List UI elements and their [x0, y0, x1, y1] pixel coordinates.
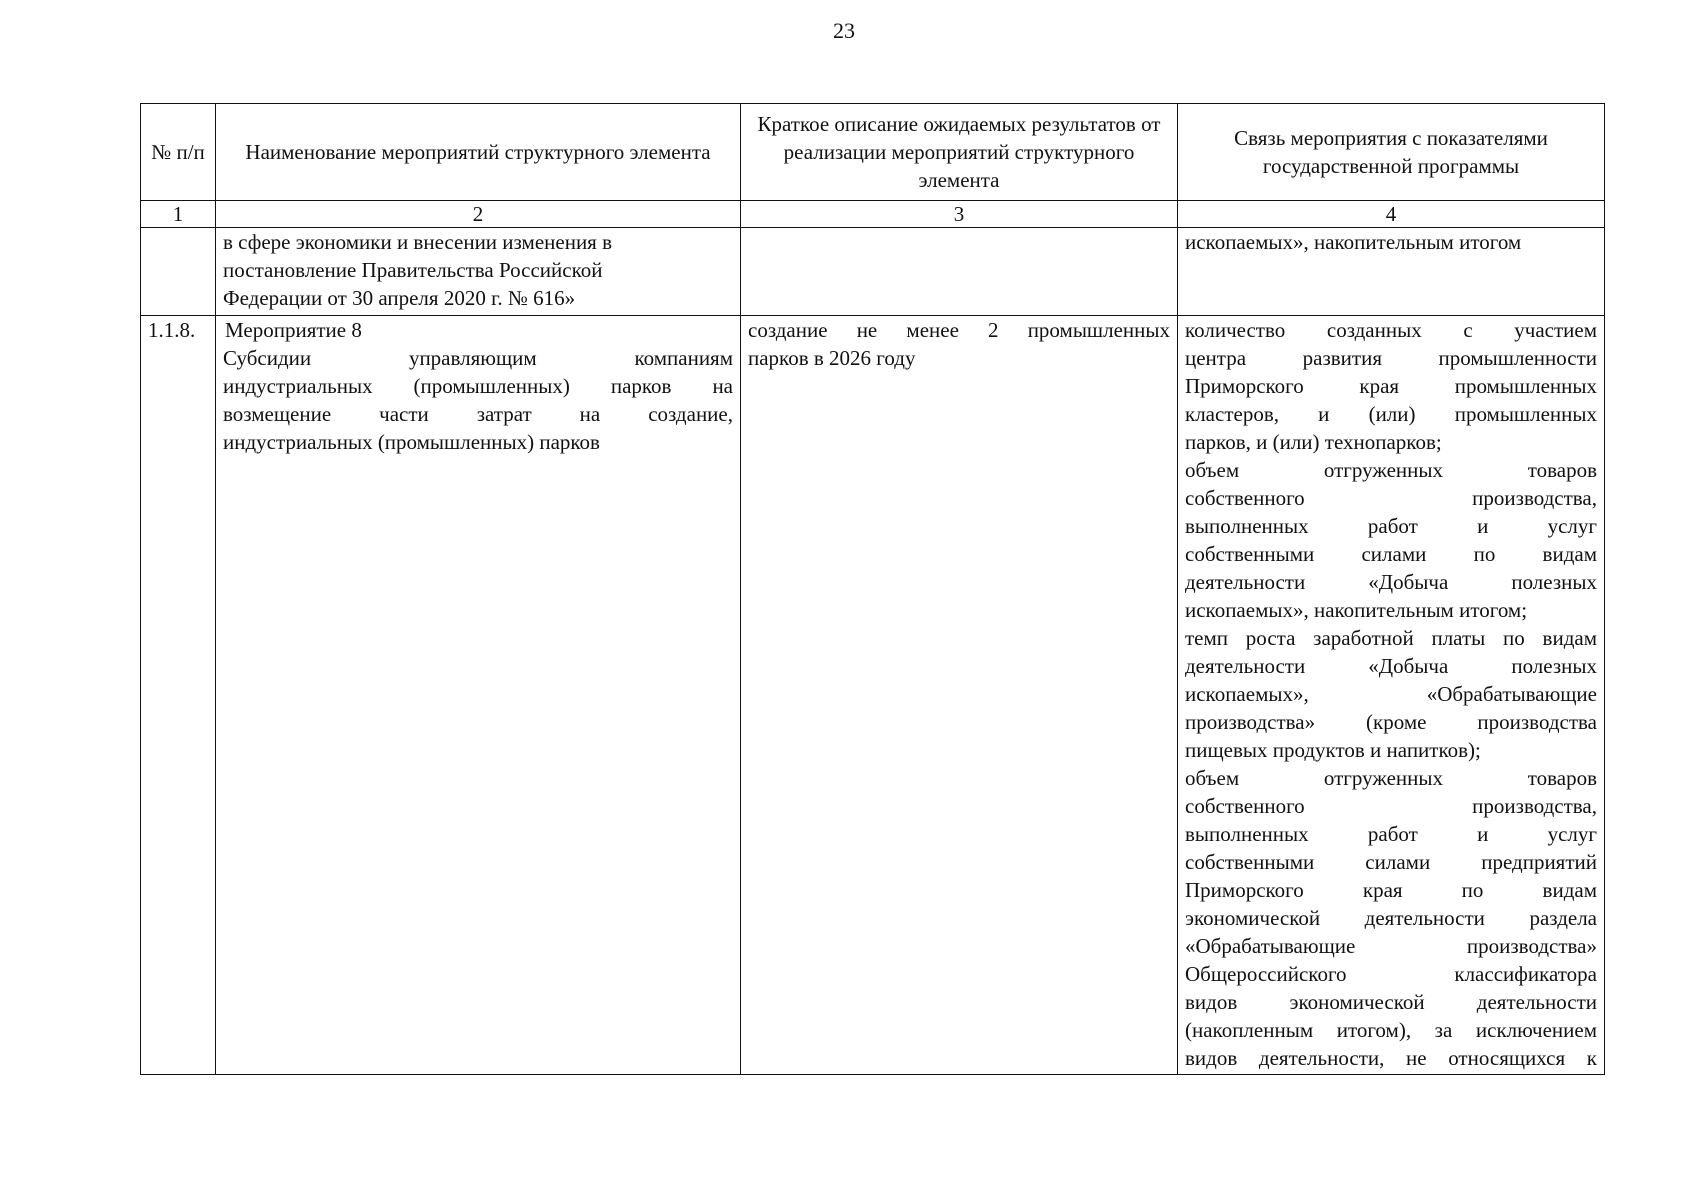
indicator-cell: ископаемых», накопительным итогом [1178, 228, 1605, 316]
indicator-line: выполненных работ и услуг [1185, 514, 1597, 538]
expected-result-cell [741, 228, 1178, 316]
table-row [141, 316, 1605, 1075]
table-row [141, 228, 1605, 316]
header-number: № п/п [141, 104, 216, 201]
indicator-line: производства» (кроме производства [1185, 710, 1597, 734]
indicator-line: Приморского края по видам [1185, 878, 1597, 902]
column-number-2: 2 [216, 201, 741, 228]
expected-result-cell [741, 316, 1178, 1075]
column-number-3: 3 [741, 201, 1178, 228]
indicator-line: деятельности «Добыча полезных [1185, 654, 1597, 678]
header-expected-results: Краткое описание ожидаемых результатов от реализации мероприятий структурного элемента [741, 104, 1178, 201]
indicator-line: видов деятельности, не относящихся к [1185, 1046, 1597, 1070]
column-number-1: 1 [141, 201, 216, 228]
indicator-line: количество созданных с участием [1185, 318, 1597, 342]
indicator-cell [1178, 316, 1605, 1075]
measure-name-line: Федерации от 30 апреля 2020 г. № 616» [223, 286, 576, 310]
indicator-line: Приморского края промышленных [1185, 374, 1597, 398]
indicator-line: парков, и (или) технопарков; [1185, 430, 1442, 454]
header-program-indicators: Связь мероприятия с показателями государственной программы [1178, 104, 1605, 201]
indicator-line: «Обрабатывающие производства» [1185, 934, 1597, 958]
indicator-line: собственными силами по видам [1185, 542, 1597, 566]
measure-title: Мероприятие 8 [225, 318, 362, 342]
measure-name-cell [216, 228, 741, 316]
indicator-line: собственного производства, [1185, 794, 1597, 818]
indicator-line: объем отгруженных товаров [1185, 458, 1597, 482]
indicator-line: (накопленным итогом), за исключением [1185, 1018, 1597, 1042]
indicator-line: собственными силами предприятий [1185, 850, 1597, 874]
indicator-line: видов экономической деятельности [1185, 990, 1597, 1014]
measure-name-line: возмещение части затрат на создание, [223, 402, 733, 426]
indicator-line: центра развития промышленности [1185, 346, 1597, 370]
table-header-row [141, 104, 1605, 201]
indicator-line: пищевых продуктов и напитков); [1185, 738, 1481, 762]
indicator-line: выполненных работ и услуг [1185, 822, 1597, 846]
measure-name-line: в сфере экономики и внесении изменения в [223, 230, 613, 254]
indicator-line: Общероссийского классификатора [1185, 962, 1597, 986]
result-line: создание не менее 2 промышленных [748, 318, 1170, 342]
indicator-line: деятельности «Добыча полезных [1185, 570, 1597, 594]
measure-name-cell [216, 316, 741, 1075]
indicator-line: объем отгруженных товаров [1185, 766, 1597, 790]
indicator-line: темп роста заработной платы по видам [1185, 626, 1597, 650]
column-number-4: 4 [1178, 201, 1605, 228]
measure-name-line: индустриальных (промышленных) парков на [223, 374, 733, 398]
measure-name-line: Субсидии управляющим компаниям [223, 346, 733, 370]
measures-table [140, 103, 1605, 1075]
indicator-line: собственного производства, [1185, 486, 1597, 510]
result-line: парков в 2026 году [748, 346, 916, 370]
row-number [141, 228, 216, 316]
indicator-line: ископаемых», накопительным итогом; [1185, 598, 1528, 622]
measure-name-line: постановление Правительства Российской [223, 258, 603, 282]
indicator-line: ископаемых», «Обрабатывающие [1185, 682, 1597, 706]
indicator-line: кластеров, и (или) промышленных [1185, 402, 1597, 426]
column-number-row [141, 201, 1605, 228]
page-number: 23 [833, 18, 855, 43]
header-measure-name: Наименование мероприятий структурного элемента [216, 104, 741, 201]
indicator-line: экономической деятельности раздела [1185, 906, 1597, 930]
measure-name-line: индустриальных (промышленных) парков [223, 430, 600, 454]
row-number: 1.1.8. [141, 316, 216, 1075]
